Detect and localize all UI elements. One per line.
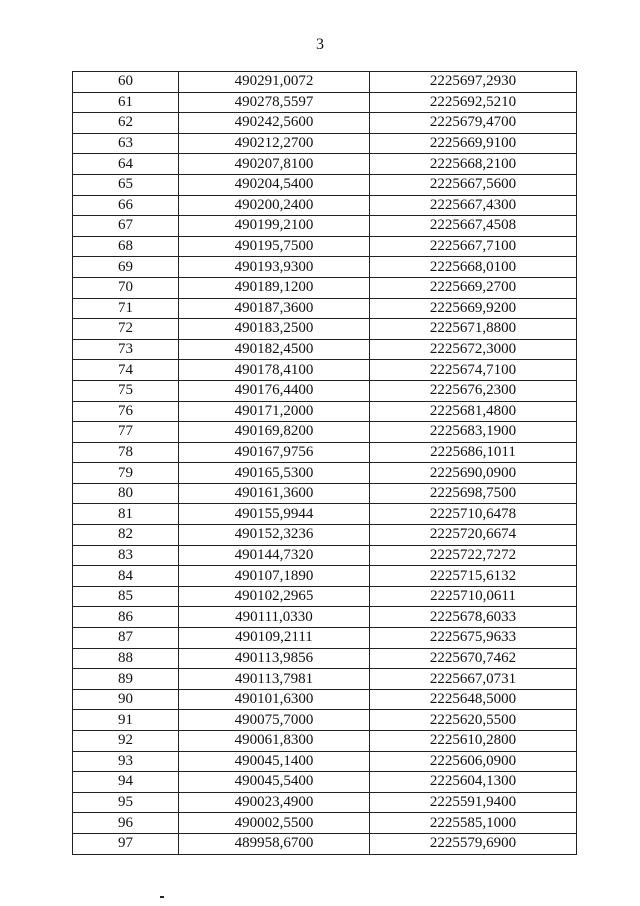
point-number-cell: 87	[73, 628, 179, 649]
table-row	[73, 669, 577, 690]
table-row	[73, 792, 577, 813]
y-coordinate-cell: 2225675,9633	[370, 628, 577, 649]
y-coordinate-cell: 2225610,2800	[370, 731, 577, 752]
table-row	[73, 72, 577, 93]
y-coordinate-cell: 2225667,4508	[370, 216, 577, 237]
x-coordinate-cell: 490242,5600	[179, 113, 370, 134]
point-number-cell: 93	[73, 751, 179, 772]
x-coordinate-cell: 490176,4400	[179, 380, 370, 401]
point-number-cell: 97	[73, 833, 179, 854]
y-coordinate-cell: 2225710,0611	[370, 586, 577, 607]
point-number-cell: 86	[73, 607, 179, 628]
x-coordinate-cell: 490199,2100	[179, 216, 370, 237]
y-coordinate-cell: 2225667,0731	[370, 669, 577, 690]
table-row	[73, 525, 577, 546]
y-coordinate-cell: 2225669,9100	[370, 133, 577, 154]
point-number-cell: 62	[73, 113, 179, 134]
y-coordinate-cell: 2225692,5210	[370, 92, 577, 113]
table-row	[73, 401, 577, 422]
point-number-cell: 76	[73, 401, 179, 422]
table-row	[73, 813, 577, 834]
point-number-cell: 82	[73, 525, 179, 546]
table-row	[73, 216, 577, 237]
point-number-cell: 60	[73, 72, 179, 93]
point-number-cell: 85	[73, 586, 179, 607]
y-coordinate-cell: 2225669,9200	[370, 298, 577, 319]
x-coordinate-cell: 490278,5597	[179, 92, 370, 113]
point-number-cell: 66	[73, 195, 179, 216]
x-coordinate-cell: 490182,4500	[179, 339, 370, 360]
table-row	[73, 422, 577, 443]
table-row	[73, 298, 577, 319]
point-number-cell: 95	[73, 792, 179, 813]
point-number-cell: 79	[73, 463, 179, 484]
point-number-cell: 69	[73, 257, 179, 278]
y-coordinate-cell: 2225720,6674	[370, 525, 577, 546]
x-coordinate-cell: 490204,5400	[179, 174, 370, 195]
table-row	[73, 236, 577, 257]
y-coordinate-cell: 2225715,6132	[370, 566, 577, 587]
x-coordinate-cell: 490161,3600	[179, 483, 370, 504]
point-number-cell: 72	[73, 319, 179, 340]
y-coordinate-cell: 2225668,2100	[370, 154, 577, 175]
y-coordinate-cell: 2225671,8800	[370, 319, 577, 340]
x-coordinate-cell: 490187,3600	[179, 298, 370, 319]
point-number-cell: 94	[73, 772, 179, 793]
point-number-cell: 96	[73, 813, 179, 834]
y-coordinate-cell: 2225620,5500	[370, 710, 577, 731]
x-coordinate-cell: 490207,8100	[179, 154, 370, 175]
table-row	[73, 195, 577, 216]
table-row	[73, 360, 577, 381]
y-coordinate-cell: 2225667,5600	[370, 174, 577, 195]
x-coordinate-cell: 490113,9856	[179, 648, 370, 669]
coordinates-table	[72, 71, 577, 855]
table-row	[73, 339, 577, 360]
table-row	[73, 504, 577, 525]
y-coordinate-cell: 2225681,4800	[370, 401, 577, 422]
table-row	[73, 174, 577, 195]
x-coordinate-cell: 490152,3236	[179, 525, 370, 546]
x-coordinate-cell: 490075,7000	[179, 710, 370, 731]
point-number-cell: 71	[73, 298, 179, 319]
x-coordinate-cell: 490167,9756	[179, 442, 370, 463]
table-row	[73, 257, 577, 278]
y-coordinate-cell: 2225667,4300	[370, 195, 577, 216]
page-number: 3	[316, 36, 324, 53]
table-row	[73, 772, 577, 793]
x-coordinate-cell: 490107,1890	[179, 566, 370, 587]
point-number-cell: 88	[73, 648, 179, 669]
y-coordinate-cell: 2225683,1900	[370, 422, 577, 443]
point-number-cell: 81	[73, 504, 179, 525]
x-coordinate-cell: 490045,1400	[179, 751, 370, 772]
table-row	[73, 648, 577, 669]
point-number-cell: 92	[73, 731, 179, 752]
point-number-cell: 67	[73, 216, 179, 237]
point-number-cell: 61	[73, 92, 179, 113]
table-row	[73, 154, 577, 175]
y-coordinate-cell: 2225678,6033	[370, 607, 577, 628]
y-coordinate-cell: 2225604,1300	[370, 772, 577, 793]
point-number-cell: 83	[73, 545, 179, 566]
point-number-cell: 91	[73, 710, 179, 731]
x-coordinate-cell: 490212,2700	[179, 133, 370, 154]
y-coordinate-cell: 2225710,6478	[370, 504, 577, 525]
x-coordinate-cell: 489958,6700	[179, 833, 370, 854]
x-coordinate-cell: 490102,2965	[179, 586, 370, 607]
table-row	[73, 380, 577, 401]
point-number-cell: 65	[73, 174, 179, 195]
y-coordinate-cell: 2225679,4700	[370, 113, 577, 134]
footer-mark	[160, 896, 164, 898]
y-coordinate-cell: 2225722,7272	[370, 545, 577, 566]
x-coordinate-cell: 490178,4100	[179, 360, 370, 381]
table-row	[73, 628, 577, 649]
y-coordinate-cell: 2225579,6900	[370, 833, 577, 854]
y-coordinate-cell: 2225667,7100	[370, 236, 577, 257]
x-coordinate-cell: 490113,7981	[179, 669, 370, 690]
y-coordinate-cell: 2225676,2300	[370, 380, 577, 401]
x-coordinate-cell: 490045,5400	[179, 772, 370, 793]
point-number-cell: 70	[73, 277, 179, 298]
table-row	[73, 277, 577, 298]
coordinates-table-body	[73, 72, 577, 855]
x-coordinate-cell: 490109,2111	[179, 628, 370, 649]
point-number-cell: 80	[73, 483, 179, 504]
x-coordinate-cell: 490101,6300	[179, 689, 370, 710]
x-coordinate-cell: 490200,2400	[179, 195, 370, 216]
x-coordinate-cell: 490111,0330	[179, 607, 370, 628]
table-row	[73, 545, 577, 566]
y-coordinate-cell: 2225670,7462	[370, 648, 577, 669]
point-number-cell: 64	[73, 154, 179, 175]
table-row	[73, 607, 577, 628]
y-coordinate-cell: 2225591,9400	[370, 792, 577, 813]
x-coordinate-cell: 490144,7320	[179, 545, 370, 566]
x-coordinate-cell: 490002,5500	[179, 813, 370, 834]
point-number-cell: 73	[73, 339, 179, 360]
point-number-cell: 68	[73, 236, 179, 257]
table-row	[73, 586, 577, 607]
table-row	[73, 751, 577, 772]
table-row	[73, 319, 577, 340]
y-coordinate-cell: 2225669,2700	[370, 277, 577, 298]
y-coordinate-cell: 2225668,0100	[370, 257, 577, 278]
table-row	[73, 566, 577, 587]
table-row	[73, 463, 577, 484]
x-coordinate-cell: 490023,4900	[179, 792, 370, 813]
table-row	[73, 133, 577, 154]
y-coordinate-cell: 2225648,5000	[370, 689, 577, 710]
y-coordinate-cell: 2225698,7500	[370, 483, 577, 504]
x-coordinate-cell: 490193,9300	[179, 257, 370, 278]
point-number-cell: 84	[73, 566, 179, 587]
point-number-cell: 74	[73, 360, 179, 381]
table-row	[73, 710, 577, 731]
x-coordinate-cell: 490169,8200	[179, 422, 370, 443]
x-coordinate-cell: 490189,1200	[179, 277, 370, 298]
x-coordinate-cell: 490061,8300	[179, 731, 370, 752]
x-coordinate-cell: 490165,5300	[179, 463, 370, 484]
y-coordinate-cell: 2225690,0900	[370, 463, 577, 484]
y-coordinate-cell: 2225674,7100	[370, 360, 577, 381]
x-coordinate-cell: 490171,2000	[179, 401, 370, 422]
point-number-cell: 90	[73, 689, 179, 710]
point-number-cell: 77	[73, 422, 179, 443]
table-row	[73, 92, 577, 113]
x-coordinate-cell: 490195,7500	[179, 236, 370, 257]
x-coordinate-cell: 490155,9944	[179, 504, 370, 525]
x-coordinate-cell: 490183,2500	[179, 319, 370, 340]
table-row	[73, 689, 577, 710]
y-coordinate-cell: 2225686,1011	[370, 442, 577, 463]
table-row	[73, 483, 577, 504]
table-row	[73, 833, 577, 854]
point-number-cell: 63	[73, 133, 179, 154]
table-row	[73, 731, 577, 752]
y-coordinate-cell: 2225585,1000	[370, 813, 577, 834]
y-coordinate-cell: 2225672,3000	[370, 339, 577, 360]
point-number-cell: 78	[73, 442, 179, 463]
table-row	[73, 113, 577, 134]
point-number-cell: 89	[73, 669, 179, 690]
x-coordinate-cell: 490291,0072	[179, 72, 370, 93]
point-number-cell: 75	[73, 380, 179, 401]
table-row	[73, 442, 577, 463]
y-coordinate-cell: 2225697,2930	[370, 72, 577, 93]
y-coordinate-cell: 2225606,0900	[370, 751, 577, 772]
